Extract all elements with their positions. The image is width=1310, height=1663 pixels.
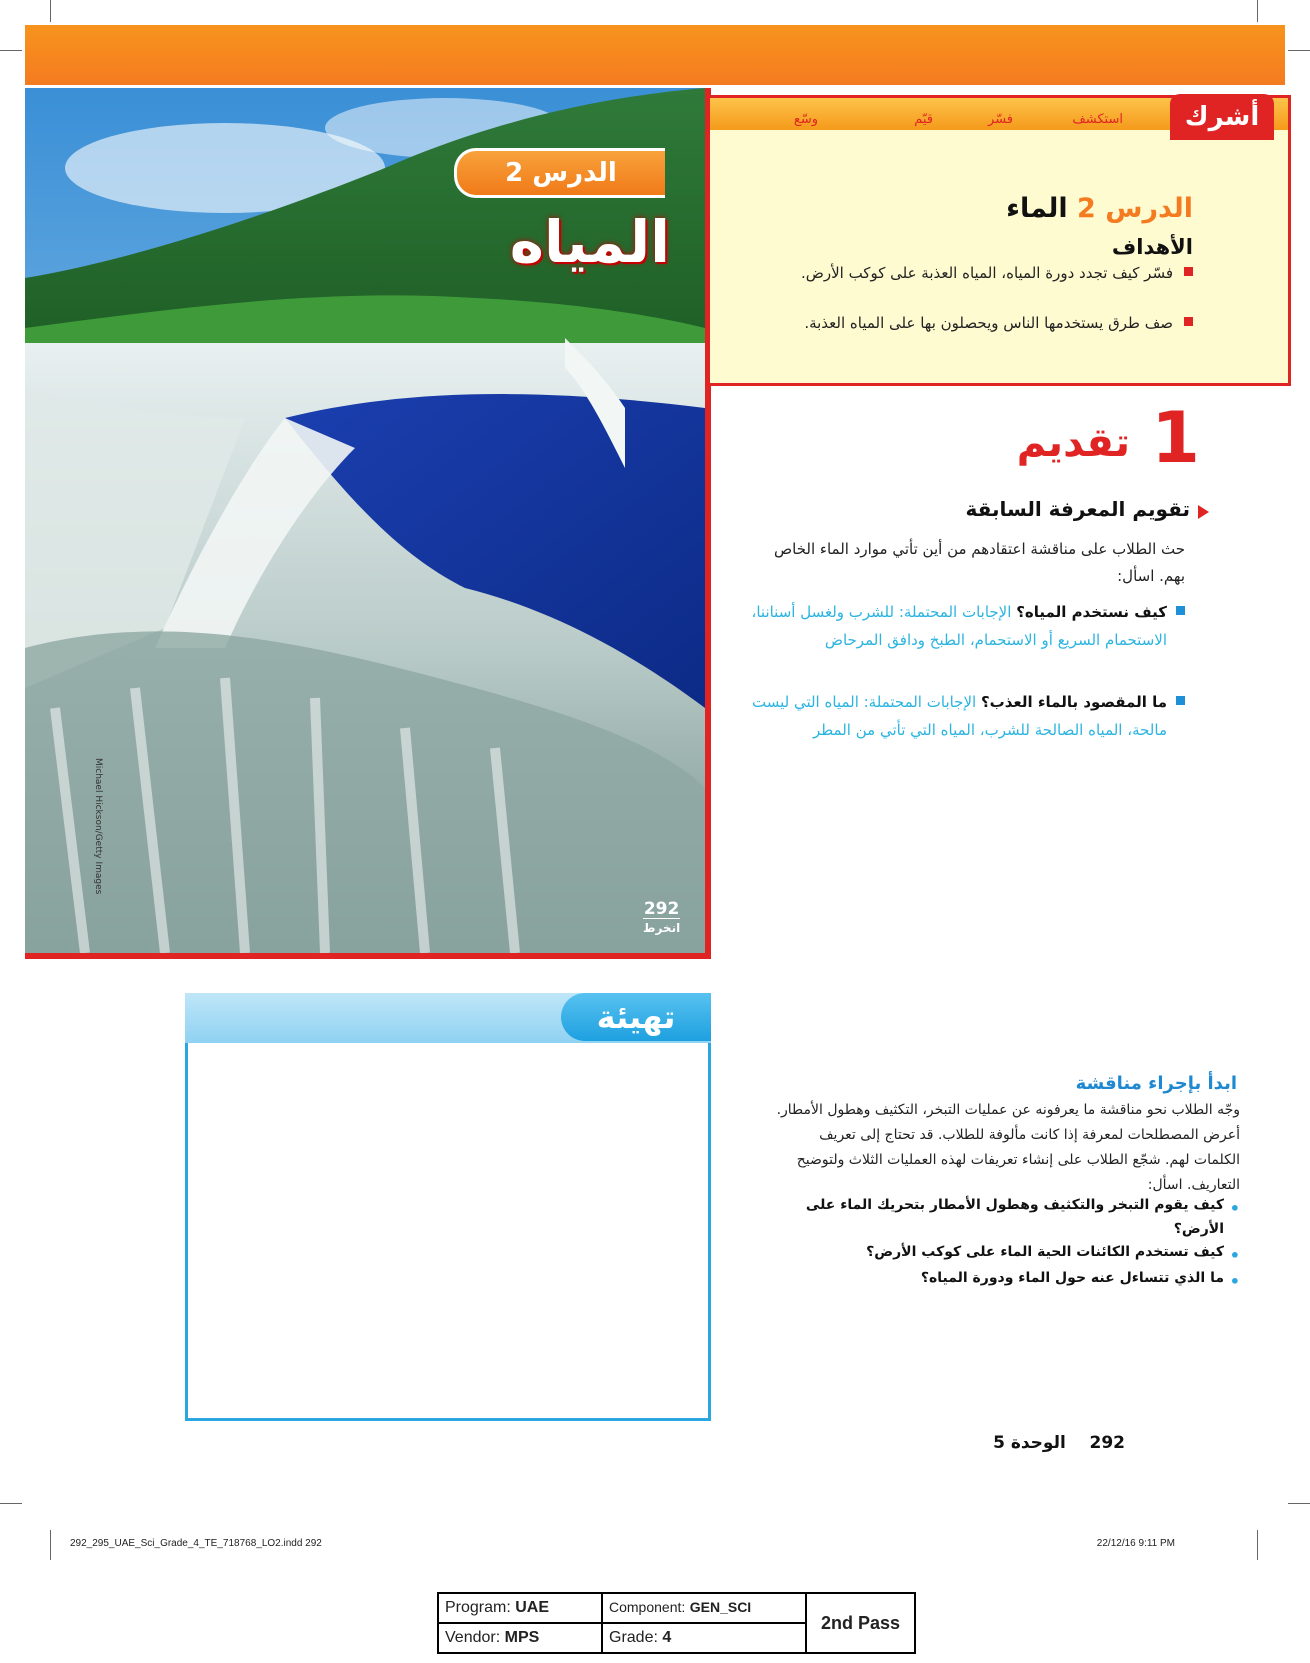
dot-bullet-icon: • [1229,1272,1240,1291]
step-explain: فسّر [988,112,1013,127]
footer-page [993,1433,1125,1453]
step-explore: استكشف [1072,112,1123,127]
question-item: ما المقصود بالماء العذب؟ الإجابات المحتملة: المياه التي ليست مالحة، المياه الصالحة للشرب، المياه التي تأتي من المطر [747,688,1185,744]
section-title: تقديم [1016,420,1130,466]
lesson-title: الماء [1006,193,1068,224]
warmup-box [185,998,711,1421]
prior-knowledge-heading: تقويم المعرفة السابقة [965,497,1190,521]
crop-mark [50,1530,51,1560]
warmup-question: • كيف تستخدم الكائنات الحية الماء على كوكب الأرض؟ [764,1240,1240,1264]
engage-panel [707,95,1291,386]
square-bullet-icon [1184,267,1193,276]
page-number: 292 [643,899,680,919]
crop-mark [0,50,22,51]
warmup-question: • كيف يقوم التبخر والتكثيف وهطول الأمطار بتحريك الماء على الأرض؟ [805,1197,1240,1237]
section-number: 1 [1151,397,1200,479]
production-table [437,1592,916,1654]
square-bullet-icon [1176,696,1185,705]
objective-item: صف طرق يستخدمها الناس ويحصلون بها على المياه العذبة. [783,311,1193,335]
pass-cell: 2nd Pass [806,1593,915,1653]
crop-mark [1257,0,1258,22]
question-item: كيف نستخدم المياه؟ الإجابات المحتملة: للشرب ولغسل أسناننا، الاستحمام السريع أو الاستحمام، الطبخ ودافق المرحاض [747,598,1185,654]
warmup-subheading: ابدأ بإجراء مناقشة [1075,1073,1237,1094]
triangle-arrow-icon [1198,505,1209,519]
file-name: 292_295_UAE_Sci_Grade_4_TE_718768_LO2.indd 292 [70,1538,322,1549]
warmup-header [185,993,711,1043]
crop-mark [50,0,51,22]
page-label: انخرط [643,918,680,937]
top-orange-band [25,25,1285,85]
waterfall-photo [25,88,711,959]
lesson-heading [1006,193,1193,224]
lesson-label: الدرس 2 [1077,193,1193,224]
crop-mark [1288,50,1310,51]
objectives-heading: الأهداف [1111,235,1193,259]
engage-steps-strip [710,98,1288,130]
step-extend: وسّع [793,112,818,127]
crop-mark [1257,1530,1258,1560]
warmup-body: وجّه الطلاب نحو مناقشة ما يعرفونه عن عمليات التبخر، التكثيف وهطول الأمطار. أعرض المصطلحات لمعرفة إذا كانت مألوفة للطلاب. قد تحتاج إلى تعريف الكلمات لهم. شجّع الطلاب على إنشاء تعريفات لهذه العمليات الثلاث ولتوضيح التعاريف. اسأل: [776,1102,1240,1193]
warmup-tab: تهيئة [561,993,711,1041]
grade-cell: Grade: 4 [602,1623,806,1653]
objective-item: فسّر كيف تجدد دورة المياه، المياه العذبة على كوكب الأرض. [783,261,1193,285]
vendor-cell: Vendor: MPS [438,1623,602,1653]
photo-title: المياه [509,208,670,276]
program-cell: Program: UAE [438,1593,602,1623]
crop-mark [1288,1503,1310,1504]
lesson-tab: الدرس 2 [454,148,665,198]
dot-bullet-icon: • [1229,1246,1240,1265]
timestamp: 22/12/16 9:11 PM [1096,1538,1175,1549]
photo-page-number [643,900,680,937]
footer-page-number: 292 [1089,1433,1125,1453]
component-cell: Component: GEN_SCI [602,1593,806,1623]
step-evaluate: قيّم [914,112,933,127]
prior-knowledge-body: حث الطلاب على مناقشة اعتقادهم من أين تأتي موارد الماء الخاص بهم. اسأل: [774,540,1185,585]
dot-bullet-icon: • [1229,1199,1240,1218]
square-bullet-icon [1176,606,1185,615]
warmup-question: • ما الذي تتساءل عنه حول الماء ودورة المياه؟ [764,1266,1240,1290]
footer-unit: الوحدة 5 [993,1433,1066,1453]
crop-mark [0,1503,22,1504]
engage-tab: أشرك [1170,94,1274,140]
photo-credit: Michael Hickson/Getty Images [93,758,103,895]
square-bullet-icon [1184,317,1193,326]
